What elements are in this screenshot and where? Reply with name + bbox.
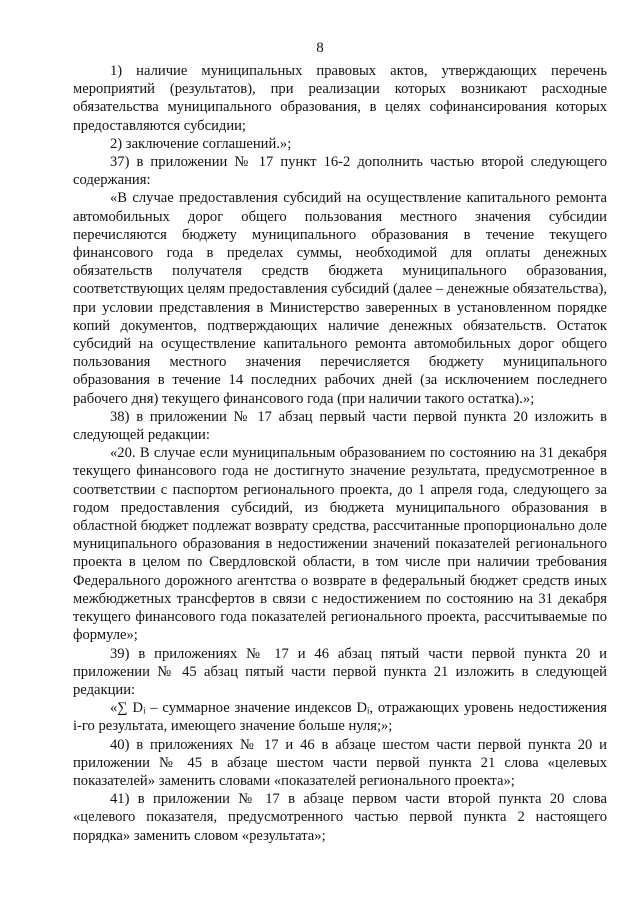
paragraph-item-40: 40) в приложениях № 17 и 46 в абзаце шестом части первой пункта 20 и приложении № 45 в абзаце шестом части первой пункта 21 слова «целевых показателей» заменить словами «показателей регионального проекта»;	[73, 736, 607, 789]
paragraph-formula-definition: «∑ Dᵢ – суммарное значение индексов Dᵢ, отражающих уровень недостижения i-го результата, имеющего значение больше нуля;»;	[73, 700, 607, 735]
paragraph-item-39: 39) в приложениях № 17 и 46 абзац пятый части первой пункта 20 и приложении № 45 абзац пятый части первой пункта 21 изложить в следующей редакции:	[73, 645, 607, 698]
document-body	[73, 62, 607, 845]
paragraph-item-41: 41) в приложении № 17 в абзаце первом части второй пункта 20 слова «целевого показателя, предусмотренного частью первой пункта 2 настоящего порядка» заменить словом «результата»;	[73, 791, 607, 844]
paragraph-item-2: 2) заключение соглашений.»;	[110, 135, 292, 152]
page-number: 8	[316, 40, 324, 56]
paragraph-item-38: 38) в приложении № 17 абзац первый части первой пункта 20 изложить в следующей редакции:	[73, 408, 607, 444]
paragraph-quote-20: «20. В случае если муниципальным образованием по состоянию на 31 декабря текущего финансового года не достигнуто значение результата, предусмотренное в соответствии с паспортом регионального проекта, до 1 апреля года, следующего за годом предоставления субсидий, из бюджета муниципального образования в областной бюджет подлежат возврату средства, рассчитанные пропорционально доле муниципального образования в недостижении значений показателей регионального проекта в целом по Свердловской области, в том числе при наличии требования Федерального дорожного агентства о возврате в федеральный бюджет средств иных межбюджетных трансфертов в связи с недостижением по состоянию на 31 декабря текущего финансового года показателей регионального проекта, рассчитываемые по формуле»;	[73, 445, 607, 644]
paragraph-item-1: 1) наличие муниципальных правовых актов, утверждающих перечень мероприятий (результатов), при реализации которых возникают расходные обязательства муниципального образования, в целях софинансирования которых предоставляются субсидии;	[73, 63, 607, 134]
paragraph-item-37: 37) в приложении № 17 пункт 16-2 дополнить частью второй следующего содержания:	[73, 154, 607, 189]
paragraph-quote-16-2: «В случае предоставления субсидий на осуществление капитального ремонта автомобильных дорог общего пользования местного значения субсидии перечисляются бюджету муниципального образования в течение текущего финансового года в пределах суммы, необходимой для оплаты денежных обязательств получателя средств бюджета муниципального образования, соответствующих целям предоставления субсидий (далее – денежные обязательства), при условии представления в Министерство заверенных в установленном порядке копий документов, подтверждающих наличие денежных обязательств. Остаток субсидий на осуществление капитального ремонта автомобильных дорог общего пользования местного значения перечисляется бюджету муниципального образования в течение 14 последних рабочих дней (за исключением последнего рабочего дня) текущего финансового года (при наличии такого остатка).»;	[73, 190, 607, 407]
